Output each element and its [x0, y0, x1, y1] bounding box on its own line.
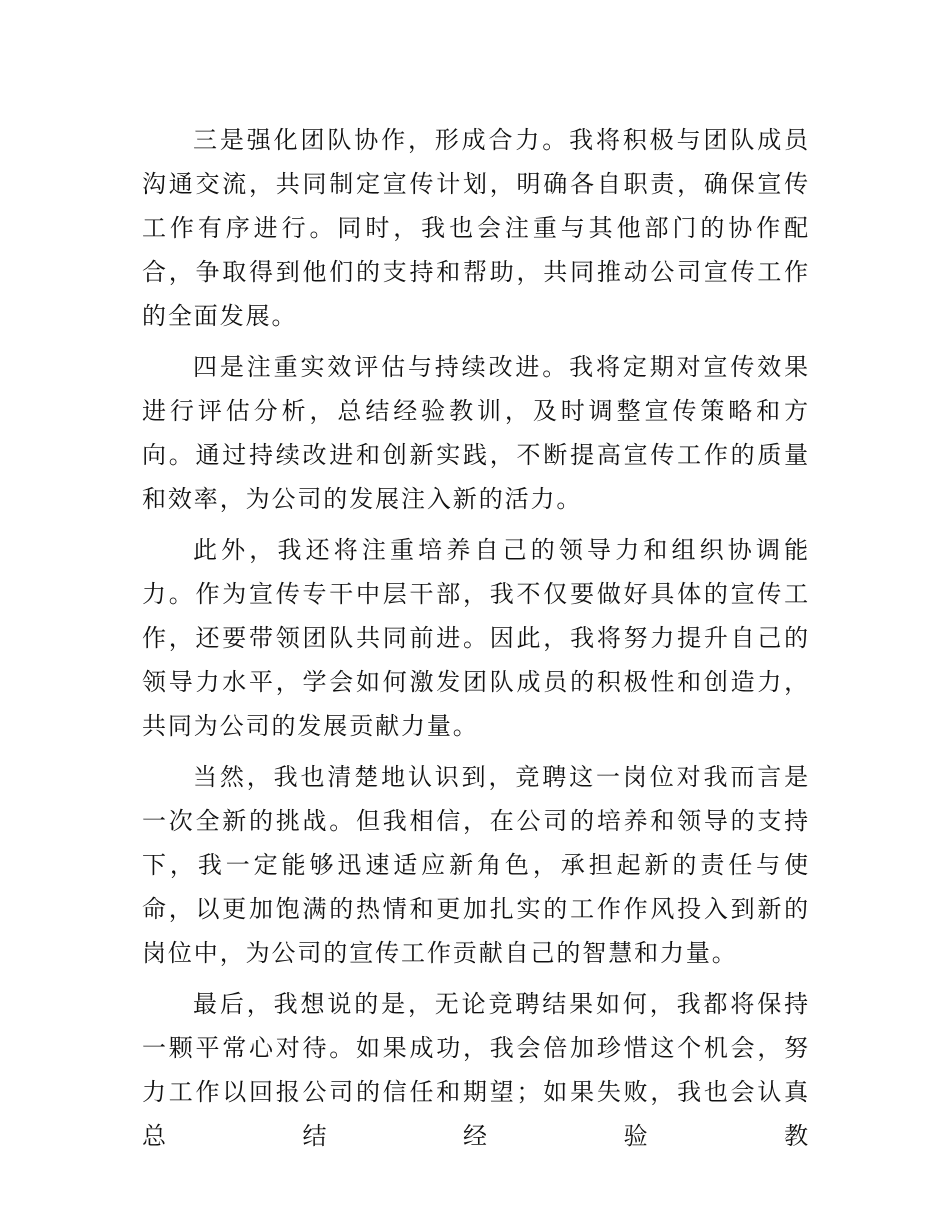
document-body	[142, 118, 810, 1165]
paragraph-challenge: 当然，我也清楚地认识到，竞聘这一岗位对我而言是一次全新的挑战。但我相信，在公司的培养和领导的支持下，我一定能够迅速适应新角色，承担起新的责任与使命，以更加饱满的热情和更加扎实的工作作风投入到新的岗位中，为公司的宣传工作贡献自己的智慧和力量。	[142, 763, 810, 967]
paragraph-evaluation: 四是注重实效评估与持续改进。我将定期对宣传效果进行评估分析，总结经验教训，及时调整宣传策略和方向。通过持续改进和创新实践，不断提高宣传工作的质量和效率，为公司的发展注入新的活力。	[142, 353, 810, 513]
paragraph-conclusion: 最后，我想说的是，无论竞聘结果如何，我都将保持一颗平常心对待。如果成功，我会倍加珍惜这个机会，努力工作以回报公司的信任和期望；如果失败，我也会认真总结经验教	[142, 990, 810, 1150]
paragraph-teamwork: 三是强化团队协作，形成合力。我将积极与团队成员沟通交流，共同制定宣传计划，明确各自职责，确保宣传工作有序进行。同时，我也会注重与其他部门的协作配合，争取得到他们的支持和帮助，共同推动公司宣传工作的全面发展。	[142, 126, 810, 330]
paragraph-leadership: 此外，我还将注重培养自己的领导力和组织协调能力。作为宣传专干中层干部，我不仅要做好具体的宣传工作，还要带领团队共同前进。因此，我将努力提升自己的领导力水平，学会如何激发团队成员的积极性和创造力，共同为公司的发展贡献力量。	[142, 536, 810, 740]
